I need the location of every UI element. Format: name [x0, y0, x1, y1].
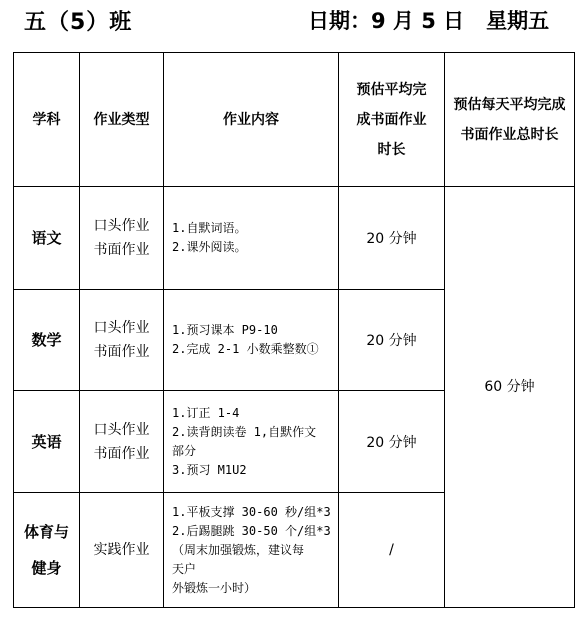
content-line: 3.预习 M1U2 [172, 462, 247, 477]
daily-total-value: 60 分钟 [484, 379, 535, 396]
content-line: 天户 [172, 561, 197, 576]
header-avg-time [339, 53, 445, 187]
content-line: 1.平板支撑 30-60 秒/组*3 [172, 504, 331, 519]
content-line: 2.课外阅读。 [172, 240, 247, 254]
table-row [14, 187, 575, 290]
header-subject: 学科 [14, 53, 80, 187]
table-row [14, 290, 575, 391]
content-line: 1.订正 1-4 [172, 405, 240, 420]
type-item: 口头作业 [93, 421, 150, 438]
header-type: 作业类型 [80, 53, 164, 187]
date-label: 日期：9 月 5 日 星期五 [308, 9, 550, 33]
type-cell [80, 391, 164, 493]
header-avg-time-line: 时长 [377, 141, 406, 158]
header-daily-total-line: 书面作业总时长 [460, 126, 559, 143]
header-avg-time-line: 预估平均完 [356, 81, 427, 98]
type-cell [80, 290, 164, 391]
duration-cell: / [339, 493, 445, 608]
content-cell [164, 391, 339, 493]
type-item: 口头作业 [93, 320, 150, 336]
subject-cell: 英语 [14, 391, 80, 493]
content-line: 1.自默词语。 [172, 221, 247, 235]
duration-cell: 20 分钟 [339, 391, 445, 493]
content-line: （周末加强锻炼，建议每 [172, 542, 305, 557]
subject-line: 健身 [31, 559, 62, 577]
type-item: 口头作业 [93, 218, 150, 234]
subject-cell [14, 493, 80, 608]
subject-cell: 语文 [14, 187, 80, 290]
homework-table [13, 52, 575, 608]
type-item: 书面作业 [93, 242, 150, 258]
header-content: 作业内容 [164, 53, 339, 187]
type-item: 书面作业 [93, 344, 150, 360]
subject-line: 体育与 [23, 523, 69, 541]
content-cell [164, 493, 339, 608]
content-line: 部分 [172, 443, 197, 458]
content-line: 2.完成 2-1 小数乘整数① [172, 342, 319, 356]
content-line: 2.读背朗读卷 1,自默作文 [172, 424, 317, 439]
content-line: 外锻炼一小时） [172, 580, 257, 595]
total-cell-top [445, 187, 575, 290]
content-cell [164, 187, 339, 290]
type-item: 实践作业 [93, 542, 150, 558]
table-header-row [14, 53, 575, 187]
subject-cell: 数学 [14, 290, 80, 391]
type-item: 书面作业 [93, 445, 150, 462]
type-cell [80, 187, 164, 290]
duration-cell: 20 分钟 [339, 290, 445, 391]
class-title: 五（5）班 [24, 10, 133, 35]
duration-cell: 20 分钟 [339, 187, 445, 290]
type-cell [80, 493, 164, 608]
content-cell [164, 290, 339, 391]
content-line: 1.预习课本 P9-10 [172, 323, 278, 337]
header-daily-total [445, 53, 575, 187]
header-avg-time-line: 成书面作业 [356, 111, 427, 128]
content-line: 2.后踢腿跳 30-50 个/组*3 [172, 523, 331, 538]
header-daily-total-line: 预估每天平均完成 [453, 96, 566, 113]
daily-total-cell [445, 290, 575, 608]
